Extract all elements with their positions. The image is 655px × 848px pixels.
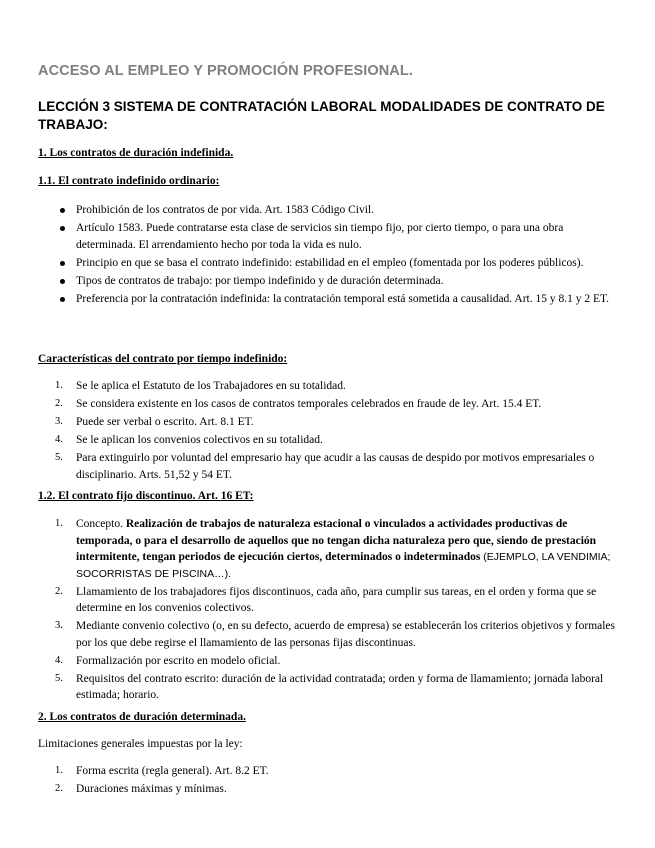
document-title: ACCESO AL EMPLEO Y PROMOCIÓN PROFESIONAL. bbox=[38, 63, 413, 79]
list-item bbox=[38, 202, 618, 219]
list-item bbox=[38, 378, 618, 395]
list-item bbox=[38, 516, 618, 582]
section-heading-2: 2. Los contratos de duración determinada. bbox=[38, 711, 246, 723]
list-item-text: Llamamiento de los trabajadores fijos discontinuos, cada año, para cumplir sus tareas, en el orden y forma que se determine en los convenios colectivos. bbox=[76, 585, 597, 614]
list-item-text: Principio en que se basa el contrato indefinido: estabilidad en el empleo (fomentada por los poderes públicos). bbox=[76, 256, 584, 269]
list-item bbox=[38, 450, 618, 483]
list-item bbox=[38, 781, 618, 798]
characteristics-list bbox=[38, 378, 618, 485]
fixed-discontinuous-list bbox=[38, 516, 618, 705]
list-number: 3. bbox=[55, 620, 63, 631]
list-item bbox=[38, 255, 618, 272]
list-item bbox=[38, 763, 618, 780]
section-2-intro: Limitaciones generales impuestas por la ley: bbox=[38, 738, 243, 750]
list-number: 1. bbox=[55, 380, 63, 391]
list-item-text: Mediante convenio colectivo (o, en su defecto, acuerdo de empresa) se establecerán los criterios objetivos y formales por los que debe regirse el llamamiento de las personas fijas discontinuas. bbox=[76, 620, 616, 649]
list-number: 1. bbox=[55, 765, 63, 776]
list-item bbox=[38, 291, 618, 308]
list-item bbox=[38, 584, 618, 617]
list-number: 2. bbox=[55, 398, 63, 409]
characteristics-heading: Características del contrato por tiempo indefinido: bbox=[38, 353, 288, 365]
list-item-text: Se considera existente en los casos de contratos temporales celebrados en fraude de ley. Art. 15.4 ET. bbox=[76, 398, 542, 410]
list-item bbox=[38, 273, 618, 290]
indefinite-contract-bullets bbox=[38, 202, 618, 309]
list-number: 2. bbox=[55, 585, 63, 597]
list-item bbox=[38, 618, 618, 651]
concept-example: (EJEMPLO, LA VENDIMIA; SOCORRISTAS DE PISCINA…). bbox=[76, 551, 611, 580]
list-item-text: Para extinguirlo por voluntad del empresario hay que acudir a las causas de despido por motivos empresariales o disciplinario. Arts. 51,52 y 54 ET. bbox=[76, 452, 595, 481]
list-item-text: Prohibición de los contratos de por vida. Art. 1583 Código Civil. bbox=[76, 204, 375, 216]
section-heading-1-2: 1.2. El contrato fijo discontinuo. Art. 16 ET: bbox=[38, 490, 254, 502]
list-item-text: Se le aplican los convenios colectivos en su totalidad. bbox=[76, 434, 323, 446]
section-heading-1: 1. Los contratos de duración indefinida. bbox=[38, 147, 234, 159]
list-number: 3. bbox=[55, 416, 63, 427]
concept-lead: Concepto. bbox=[76, 518, 126, 530]
list-number: 5. bbox=[55, 672, 63, 684]
list-item-text: Artículo 1583. Puede contratarse esta clase de servicios sin tiempo fijo, por cierto tiempo, o para una obra determinada. El arrendamiento hecho por toda la vida es nulo. bbox=[76, 222, 564, 251]
list-item-text: Puede ser verbal o escrito. Art. 8.1 ET. bbox=[76, 416, 254, 428]
list-item bbox=[38, 671, 618, 704]
list-item-text: Requisitos del contrato escrito: duración de la actividad contratada; orden y forma de llamamiento; jornada laboral estimada; horario. bbox=[76, 672, 604, 701]
list-item-text: Forma escrita (regla general). Art. 8.2 ET. bbox=[76, 765, 269, 777]
list-item-text: Preferencia por la contratación indefinida: la contratación temporal está sometida a causalidad. Art. 15 y 8.1 y 2 ET. bbox=[76, 292, 610, 305]
list-item bbox=[38, 414, 618, 431]
list-number: 4. bbox=[55, 434, 63, 445]
list-item-text: Tipos de contratos de trabajo: por tiempo indefinido y de duración determinada. bbox=[76, 274, 444, 287]
list-item-text: Formalización por escrito en modelo oficial. bbox=[76, 654, 281, 667]
list-item bbox=[38, 432, 618, 449]
lesson-title: LECCIÓN 3 SISTEMA DE CONTRATACIÓN LABORAL MODALIDADES DE CONTRATO DE TRABAJO: bbox=[38, 99, 605, 132]
concept-definition: Realización de trabajos de naturaleza estacional o vinculados a actividades productivas de temporada, o para el desarrollo de aquellos que no tengan dicha naturaleza pero que, siendo de prestación intermitente, tengan periodos de ejecución ciertos, determinados o indeterminados bbox=[76, 518, 597, 563]
list-item bbox=[38, 396, 618, 413]
list-number: 4. bbox=[55, 654, 63, 666]
list-item bbox=[38, 220, 618, 253]
list-number: 2. bbox=[55, 783, 63, 794]
fixed-term-limitations-list bbox=[38, 763, 618, 799]
list-item bbox=[38, 653, 618, 670]
list-item-text: Se le aplica el Estatuto de los Trabajadores en su totalidad. bbox=[76, 380, 346, 392]
list-number: 1. bbox=[55, 518, 63, 529]
section-heading-1-1: 1.1. El contrato indefinido ordinario: bbox=[38, 175, 220, 187]
list-number: 5. bbox=[55, 452, 63, 463]
list-item-text: Duraciones máximas y mínimas. bbox=[76, 783, 227, 795]
